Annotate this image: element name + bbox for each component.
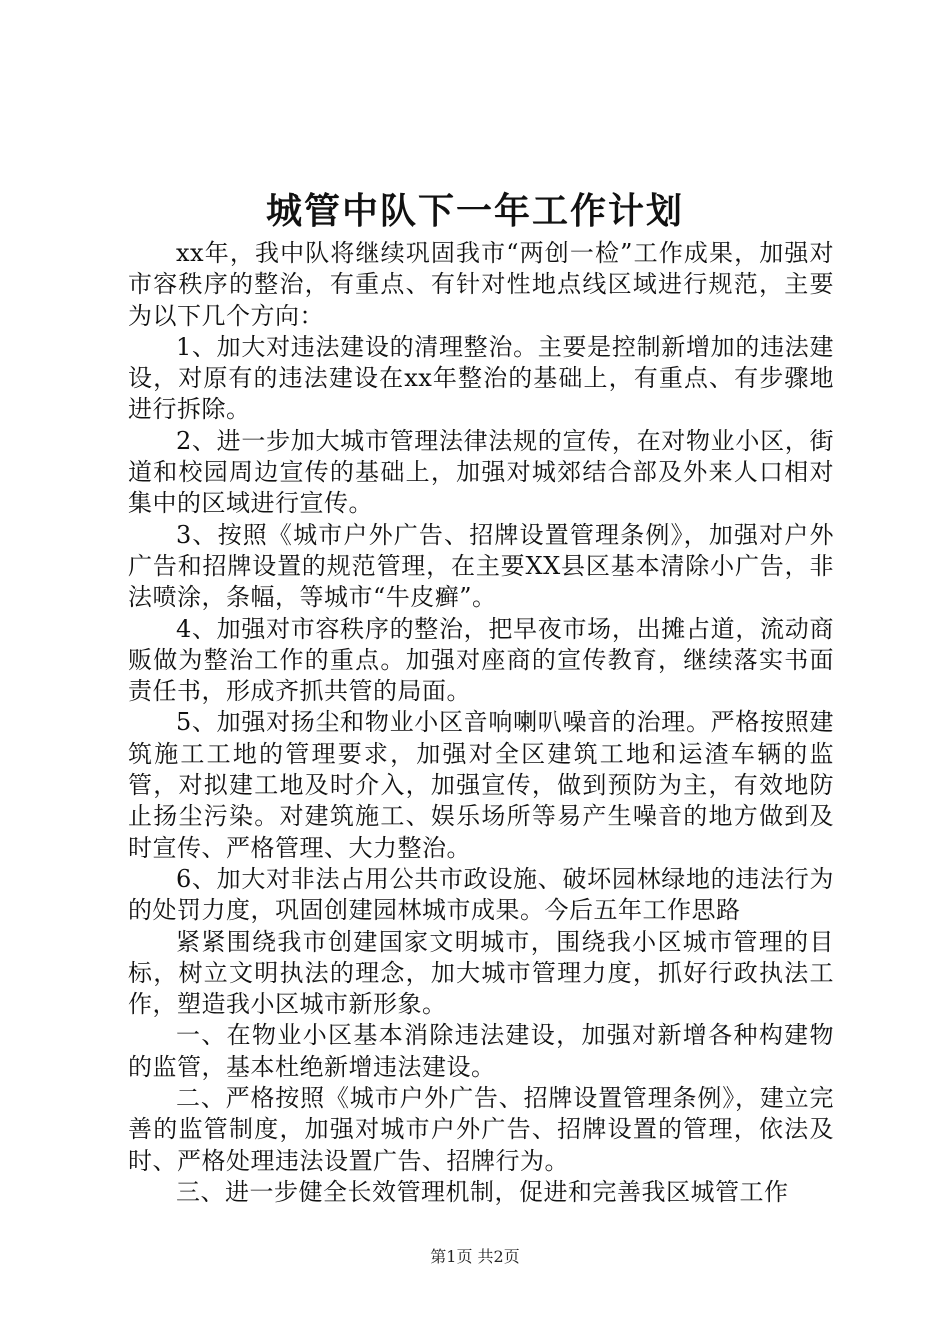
paragraph-item-3: 3、按照《城市户外广告、招牌设置管理条例》，加强对户外广告和招牌设置的规范管理，在主要XX县区基本清除小广告，非法喷涂，条幅，等城市“牛皮癣”。 (128, 520, 834, 612)
document-title: 城管中队下一年工作计划 (265, 190, 684, 232)
paragraph-goal-2: 二、严格按照《城市户外广告、招牌设置管理条例》，建立完善的监管制度，加强对城市户外广告、招牌设置的管理，依法及时、严格处理违法设置广告、招牌行为。 (128, 1084, 834, 1175)
paragraph-goal-1: 一、在物业小区基本消除违法建设，加强对新增各种构建物的监管，基本杜绝新增违法建设。 (128, 1021, 834, 1081)
paragraph-goal-3: 三、进一步健全长效管理机制，促进和完善我区城管工作 (176, 1177, 789, 1206)
page-number-footer: 第1页 共2页 (430, 1247, 520, 1266)
paragraph-intro: xx年，我中队将继续巩固我市“两创一检”工作成果，加强对市容秩序的整治，有重点、有针对性地点线区域进行规范，主要为以下几个方向： (128, 239, 834, 330)
paragraph-item-6: 6、加大对非法占用公共市政设施、破坏园林绿地的违法行为的处罚力度，巩固创建园林城市成果。今后五年工作思路 (128, 864, 834, 925)
paragraph-five-year-plan: 紧紧围绕我市创建国家文明城市，围绕我小区城市管理的目标，树立文明执法的理念，加大城市管理力度，抓好行政执法工作，塑造我小区城市新形象。 (128, 927, 834, 1019)
paragraph-item-2: 2、进一步加大城市管理法律法规的宣传，在对物业小区，街道和校园周边宣传的基础上，加强对城郊结合部及外来人口相对集中的区域进行宣传。 (128, 426, 834, 518)
paragraph-item-1: 1、加大对违法建设的清理整治。主要是控制新增加的违法建设，对原有的违法建设在xx年整治的基础上，有重点、有步骤地进行拆除。 (128, 332, 834, 424)
document-body (128, 238, 834, 1208)
paragraph-item-5: 5、加强对扬尘和物业小区音响喇叭噪音的治理。严格按照建筑施工工地的管理要求，加强对全区建筑工地和运渣车辆的监管，对拟建工地及时介入，加强宣传，做到预防为主，有效地防止扬尘污染。对建筑施工、娱乐场所等易产生噪音的地方做到及时宣传、严格管理、大力整治。 (128, 708, 834, 862)
paragraph-item-4: 4、加强对市容秩序的整治，把早夜市场，出摊占道，流动商贩做为整治工作的重点。加强对座商的宣传教育，继续落实书面责任书，形成齐抓共管的局面。 (128, 614, 834, 706)
